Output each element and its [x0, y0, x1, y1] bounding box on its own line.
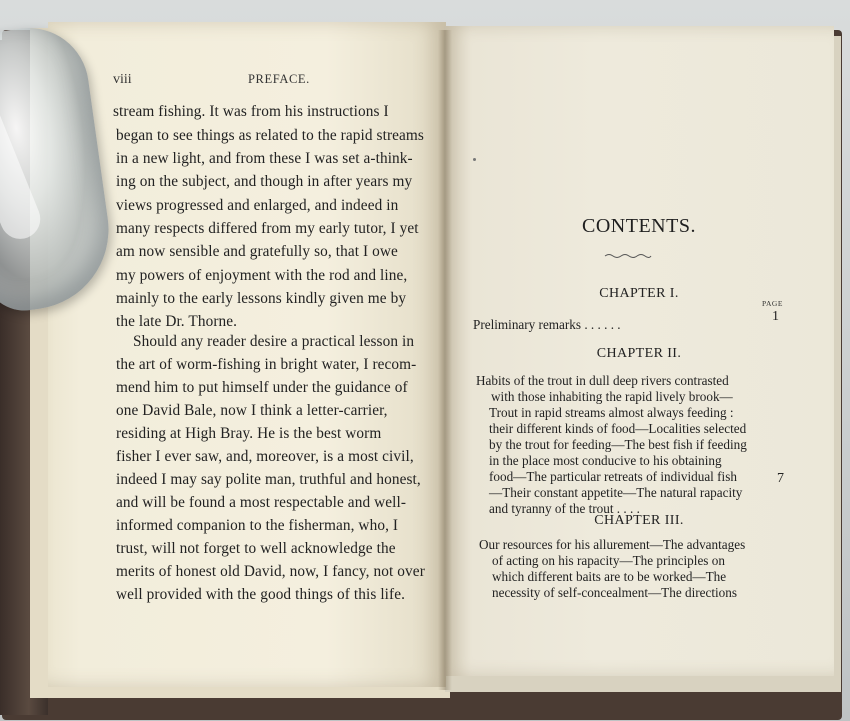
text-line: the late Dr. Thorne. [116, 313, 238, 330]
text-line: began to see things as related to the rapid streams [116, 127, 424, 144]
page-column-label: PAGE [762, 299, 783, 308]
text-line: stream fishing. It was from his instructions I [113, 103, 389, 120]
contents-entry: in the place most conducive to his obtaining [489, 453, 722, 468]
text-line: mend him to put himself under the guidance of [116, 379, 408, 396]
contents-entry: which different baits are to be worked—The [492, 569, 727, 584]
text-line: residing at High Bray. He is the best worm [116, 425, 382, 442]
contents-entry: Trout in rapid streams almost always feeding : [489, 405, 734, 420]
contents-entry: necessity of self-concealment—The directions [492, 585, 737, 600]
contents-entry: Habits of the trout in dull deep rivers contrasted [476, 373, 729, 388]
text-line: and will be found a most respectable and well- [116, 494, 407, 511]
text-line: the art of worm-fishing in bright water, I recom- [116, 356, 417, 373]
glass-highlight [0, 91, 46, 245]
contents-entry: with those inhabiting the rapid lively brook— [491, 389, 733, 404]
contents-entry: Our resources for his allurement—The advantages [479, 537, 746, 552]
text-line: well provided with the good things of this life. [116, 586, 406, 603]
contents-page-number: 7 [777, 471, 784, 486]
contents-entry: by the trout for feeding—The best fish if feeding [489, 437, 747, 452]
contents-entry: and tyranny of the trout . . . . [489, 501, 640, 516]
text-line: one David Bale, now I think a letter-carrier, [116, 402, 388, 419]
contents-entry: —Their constant appetite—The natural rapacity [489, 485, 743, 500]
text-line: trust, will not forget to well acknowledge the [116, 540, 396, 557]
text-line: Should any reader desire a practical lesson in [133, 333, 415, 350]
text-line: fisher I ever saw, and, moreover, is a most civil, [116, 448, 414, 465]
text-line: am now sensible and gratefully so, that I owe [116, 243, 398, 260]
contents-entry: their different kinds of food—Localities selected [489, 421, 747, 436]
text-line: views progressed and enlarged, and indeed in [116, 197, 399, 214]
chapter-heading: CHAPTER III. [594, 513, 684, 528]
page-number: viii [113, 72, 132, 87]
ornament-divider [603, 252, 653, 260]
contents-entry: food—The particular retreats of individual fish [489, 469, 737, 484]
page-speck [473, 158, 476, 161]
running-head: PREFACE. [248, 72, 310, 86]
contents-page-number: 1 [772, 309, 779, 324]
contents-title: CONTENTS. [582, 215, 696, 237]
chapter-heading: CHAPTER I. [599, 286, 679, 301]
text-line: ing on the subject, and though in after years my [116, 173, 413, 190]
text-line: merits of honest old David, now, I fancy, not over [116, 563, 425, 580]
chapter-heading: CHAPTER II. [596, 346, 682, 361]
text-line: mainly to the early lessons kindly given me by [116, 290, 407, 307]
text-line: in a new light, and from these I was set a-think- [116, 150, 413, 167]
text-line: indeed I may say polite man, truthful and honest, [116, 471, 421, 488]
text-line: informed companion to the fisherman, who, I [116, 517, 399, 534]
contents-entry: Preliminary remarks . . . . . . [473, 317, 621, 332]
text-line: many respects differed from my early tutor, I yet [116, 220, 419, 237]
text-line: my powers of enjoyment with the rod and line, [116, 267, 408, 284]
contents-entry: of acting on his rapacity—The principles on [492, 553, 725, 568]
